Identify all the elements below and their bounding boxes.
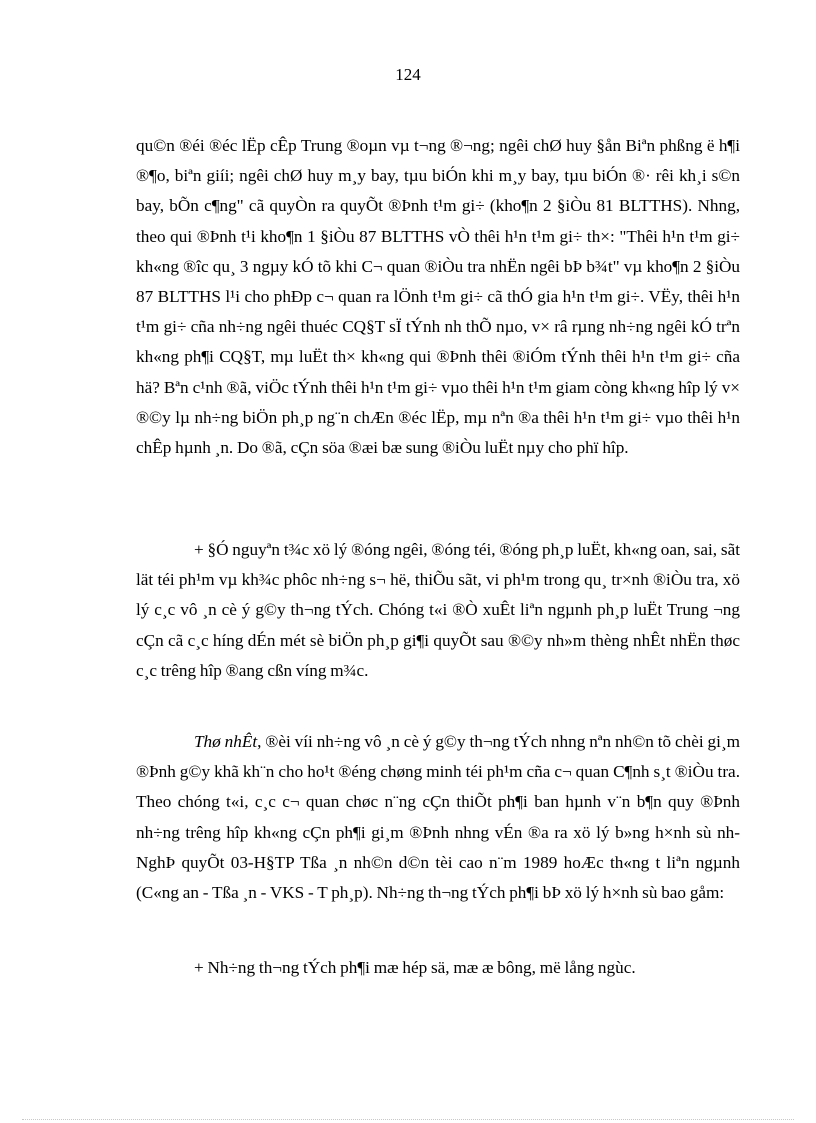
page-number: 124 [395,65,421,84]
paragraph-4: + Nh÷ng th¬ng tÝch ph¶i mæ hép sä, mæ æ bông, më lång ngùc. [194,958,636,977]
paragraph-3 [136,727,740,908]
paragraph-3-body: , ®èi víi nh÷ng vô ¸n cè ý g©y th¬ng tÝch nhng nªn nh©n tõ chèi gi¸m ®Þnh g©y khã kh¨n cho ho¹t ®éng chøng minh téi ph¹m cña c¬ quan C¶nh s¸t ®iÒu tra. Theo chóng t«i, c¸c c¬ quan chøc n¨ng cÇn thiÕt ph¶i ban hµnh v¨n b¶n quy ®Þnh nh÷ng trêng hîp kh«ng cÇn ph¶i gi¸m ®Þnh nhng vÉn ®a ra xö lý b»ng h×nh sù nh NghÞ quyÕt 03-H§TP Tßa ¸n nh©n d©n tèi cao n¨m 1989 hoÆc th«ng t liªn ngµnh (C«ng an - Tßa ¸n - VKS - T ph¸p). Nh÷ng th¬ng tÝch ph¶i bÞ xö lý h×nh sù bao gåm: [136,732,740,903]
paragraph-1: qu©n ®éi ®éc lËp cÊp Trung ®oµn vµ t¬ng ®¬ng; ngêi chØ huy §ån Biªn phßng ë h¶i ®¶o, biªn giíi; ngêi chØ huy m¸y bay, tµu biÓn khi m¸y bay, tµu biÓn ®· rêi kh¸i s©n bay, bÕn c¶ng" cã quyÒn ra quyÕt ®Þnh t¹m gi÷ (kho¶n 2 §iÒu 81 BLTTHS). Nhng, theo qui ®Þnh t¹i kho¶n 1 §iÒu 87 BLTTHS vÒ thêi h¹n t¹m gi÷ th×: "Thêi h¹n t¹m gi÷ kh«ng ®îc qu¸ 3 ngµy kÓ tõ khi C¬ quan ®iÒu tra nhËn ngêi bÞ b¾t" vµ kho¶n 2 §iÒu 87 BLTTHS l¹i cho phÐp c¬ quan ra lÖnh t¹m gi÷ cã thÓ gia h¹n t¹m gi÷. VËy, thêi h¹n t¹m gi÷ cña nh÷ng ngêi thuéc CQ§T sÏ tÝnh nh thÕ nµo, v× râ rµng nh÷ng ngêi kÓ trªn kh«ng ph¶i CQ§T, mµ luËt th× kh«ng qui ®Þnh thêi ®iÓm tÝnh thêi h¹n t¹m gi÷ cña hä? Bªn c¹nh ®ã, viÖc tÝnh thêi h¹n t¹m gi÷ vµo thêi h¹n t¹m giam còng kh«ng hîp lý v× ®©y lµ nh÷ng biÖn ph¸p ng¨n chÆn ®éc lËp, mµ nªn ®a thêi h¹n t¹m gi÷ vµo thêi h¹n chÊp hµnh ¸n. Do ®ã, cÇn söa ®æi bæ sung ®iÒu luËt nµy cho phï hîp. [136,136,740,458]
paragraph-3-lead: Thø nhÊt [194,732,258,751]
paragraph-2: + §Ó nguyªn t¾c xö lý ®óng ngêi, ®óng téi, ®óng ph¸p luËt, kh«ng oan, sai, sãt lät téi ph¹m vµ kh¾c phôc nh÷ng s¬ hë, thiÕu sãt, vi ph¹m trong qu¸ tr×nh ®iÒu tra, xö lý c¸c vô ¸n cè ý g©y th¬ng tÝch. Chóng t«i ®Ò xuÊt liªn ngµnh ph¸p luËt Trung ¬ng cÇn cã c¸c híng dÉn mét sè biÖn ph¸p gi¶i quyÕt sau ®©y nh»m thèng nhÊt nhËn thøc c¸c trêng hîp ®ang cßn víng m¾c. [136,540,740,680]
page-bottom-rule [22,1119,794,1120]
